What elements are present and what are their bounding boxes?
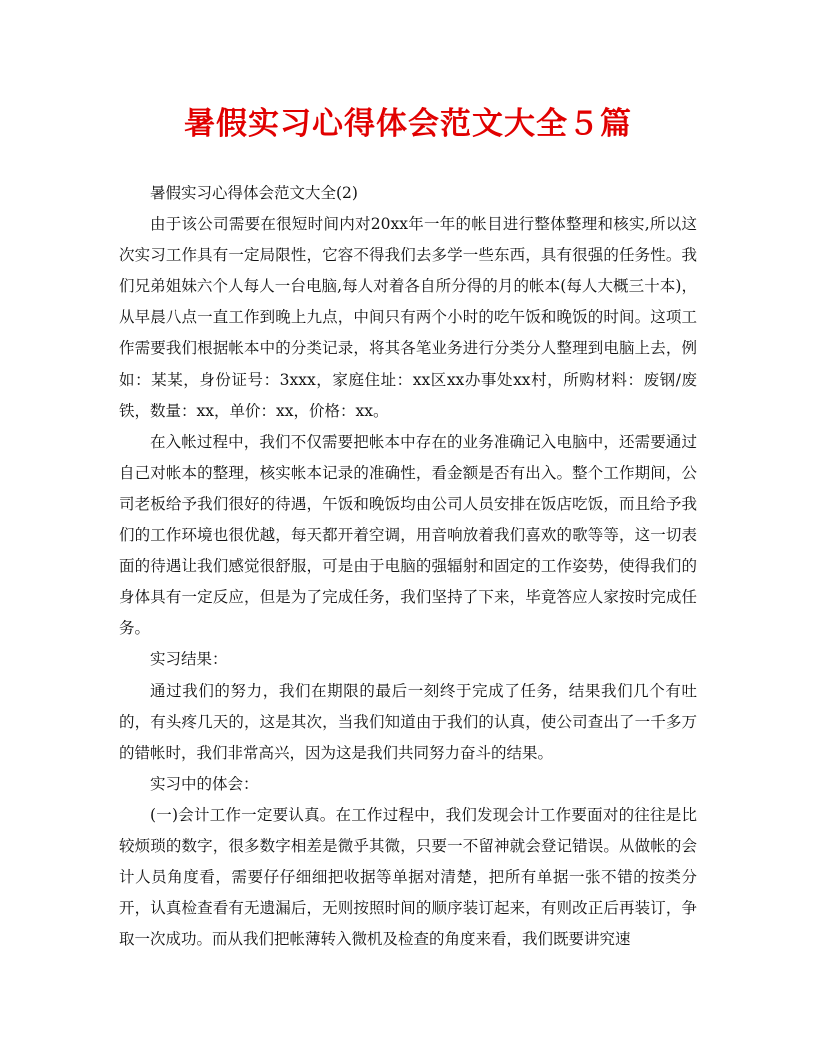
document-body (119, 178, 697, 955)
section-heading-results: 实习结果： (150, 650, 228, 669)
paragraph: (一)会计工作一定要认真。在工作过程中，我们发现会计工作要面对的往往是比较烦琐的数字，很多数字相差是微乎其微，只要一不留神就会登记错误。从做帐的会计人员角度看，需要仔仔细细把收据等单据对清楚，把所有单据一张不错的按类分开，认真检查看有无遗漏后，无则按照时间的顺序装订起来，有则改正后再装订，争取一次成功。而从我们把帐薄转入微机及检查的角度来看，我们既要讲究速 (119, 805, 697, 949)
paragraph: 通过我们的努力，我们在期限的最后一刻终于完成了任务，结果我们几个有吐的，有头疼几天的，这是其次，当我们知道由于我们的认真，使公司查出了一千多万的错帐时，我们非常高兴，因为这是我们共同努力奋斗的结果。 (119, 681, 697, 762)
paragraph-subtitle: 暑假实习心得体会范文大全(2) (150, 184, 358, 202)
section-heading-experience: 实习中的体会： (150, 774, 259, 793)
paragraph: 在入帐过程中，我们不仅需要把帐本中存在的业务准确记入电脑中，还需要通过自己对帐本的整理，核实帐本记录的准确性，看金额是否有出入。整个工作期间，公司老板给予我们很好的待遇，午饭和晚饭均由公司人员安排在饭店吃饭，而且给予我们的工作环境也很优越，每天都开着空调，用音响放着我们喜欢的歌等等，这一切表面的待遇让我们感觉很舒服，可是由于电脑的强辐射和固定的工作姿势，使得我们的身体具有一定反应，但是为了完成任务，我们坚持了下来，毕竟答应人家按时完成任务。 (119, 432, 697, 638)
document-title: 暑假实习心得体会范文大全５篇 (184, 106, 632, 142)
paragraph: 由于该公司需要在很短时间内对20xx年一年的帐目进行整体整理和核实,所以这次实习工作具有一定局限性，它容不得我们去多学一些东西，具有很强的任务性。我们兄弟姐妹六个人每人一台电脑,每人对着各自所分得的月的帐本(每人大概三十本)，从早晨八点一直工作到晚上九点，中间只有两个小时的吃午饭和晚饭的时间。这项工作需要我们根据帐本中的分类记录，将其各笔业务进行分类分人整理到电脑上去，例如：某某，身份证号：3xxx，家庭住址：xx区xx办事处xx村，所购材料：废钢/废铁，数量：xx，单价：xx，价格：xx。 (119, 215, 697, 420)
